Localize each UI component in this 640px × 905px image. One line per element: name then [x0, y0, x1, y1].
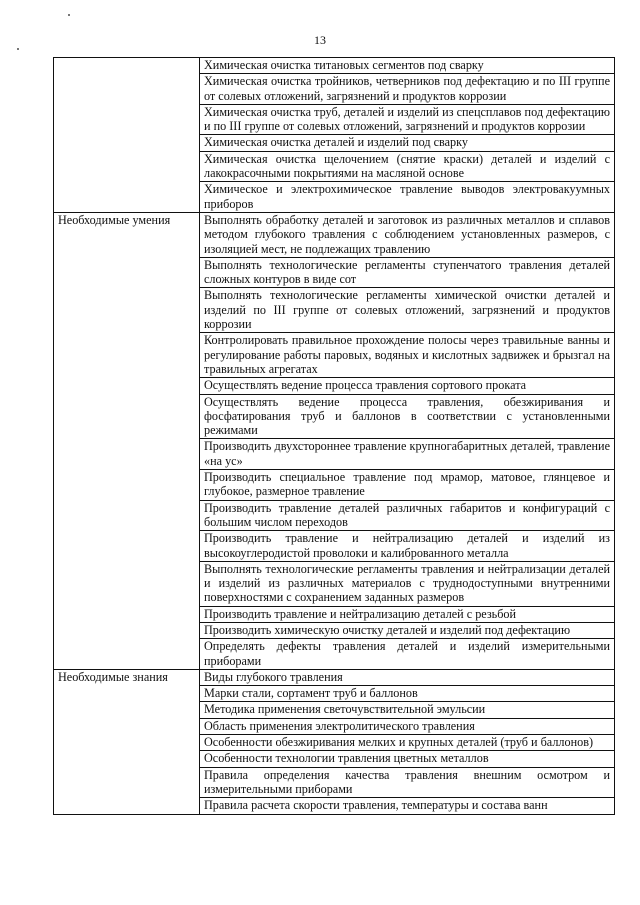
- requirement-item: Марки стали, сортамент труб и баллонов: [200, 686, 615, 702]
- requirement-item: Производить химическую очистку деталей и изделий под дефектацию: [200, 622, 615, 638]
- requirement-item: Осуществлять ведение процесса травления сортового проката: [200, 378, 615, 394]
- requirement-item: Особенности технологии травления цветных металлов: [200, 751, 615, 767]
- requirement-item: Производить травление деталей различных габаритов и конфигураций с большим числом переходов: [200, 500, 615, 531]
- requirement-item: Выполнять технологические регламенты травления и нейтрализации деталей и изделий из различных материалов с труднодоступными внутренними поверхностями с сохранением заданных размеров: [200, 561, 615, 606]
- requirement-item: Химическое и электрохимическое травление выводов электровакуумных приборов: [200, 182, 615, 213]
- requirement-item: Химическая очистка тройников, четверников под дефектацию и по III группе от солевых отложений, загрязнений и продуктов коррозии: [200, 74, 615, 105]
- page-number: 13: [314, 33, 326, 47]
- requirement-item: Выполнять обработку деталей и заготовок из различных металлов и сплавов методом глубокого травления с соблюдением установленных размеров, с изоляцией мест, не подлежащих травлению: [200, 212, 615, 257]
- requirement-item: Производить двухстороннее травление крупногабаритных деталей, травление «на ус»: [200, 439, 615, 470]
- requirement-item: Химическая очистка щелочением (снятие краски) деталей и изделий с лакокрасочными покрытиями на масляной основе: [200, 151, 615, 182]
- competency-table: [53, 57, 615, 815]
- requirement-item: Область применения электролитического травления: [200, 718, 615, 734]
- requirement-item: Выполнять технологические регламенты химической очистки деталей и изделий по III группе от солевых отложений, загрязнений и продуктов коррозии: [200, 288, 615, 333]
- requirement-item: Производить травление и нейтрализацию деталей и изделий из высокоуглеродистой проволоки и калиброванного металла: [200, 531, 615, 562]
- requirement-item: Методика применения светочувствительной эмульсии: [200, 702, 615, 718]
- requirement-item: Химическая очистка деталей и изделий под сварку: [200, 135, 615, 151]
- requirement-item: Правила расчета скорости травления, температуры и состава ванн: [200, 798, 615, 814]
- section-heading: [54, 58, 200, 213]
- requirement-item: Производить специальное травление под мрамор, матовое, глянцевое и глубокое, размерное травление: [200, 470, 615, 501]
- table-row: [54, 212, 615, 257]
- requirement-item: Осуществлять ведение процесса травления, обезжиривания и фосфатирования труб и баллонов в соответствии с установленными режимами: [200, 394, 615, 439]
- requirement-item: Правила определения качества травления внешним осмотром и измерительными приборами: [200, 767, 615, 798]
- scan-speck: [68, 14, 70, 16]
- table-row: [54, 669, 615, 685]
- requirement-item: Виды глубокого травления: [200, 669, 615, 685]
- section-heading: Необходимые знания: [54, 669, 200, 814]
- requirement-item: Особенности обезжиривания мелких и крупных деталей (труб и баллонов): [200, 735, 615, 751]
- scan-speck: [17, 48, 19, 50]
- requirement-item: Контролировать правильное прохождение полосы через травильные ванны и регулирование работы паровых, водяных и кислотных задвижек и брызгал на травильных агрегатах: [200, 333, 615, 378]
- table-row: [54, 58, 615, 74]
- requirement-item: Химическая очистка труб, деталей и изделий из спецсплавов под дефектацию и по III группе от солевых отложений, загрязнений и продуктов коррозии: [200, 104, 615, 135]
- requirement-item: Определять дефекты травления деталей и изделий измерительными приборами: [200, 639, 615, 670]
- requirement-item: Производить травление и нейтрализацию деталей с резьбой: [200, 606, 615, 622]
- requirement-item: Химическая очистка титановых сегментов под сварку: [200, 58, 615, 74]
- requirement-item: Выполнять технологические регламенты ступенчатого травления деталей сложных контуров в виде сот: [200, 257, 615, 288]
- section-heading: Необходимые умения: [54, 212, 200, 669]
